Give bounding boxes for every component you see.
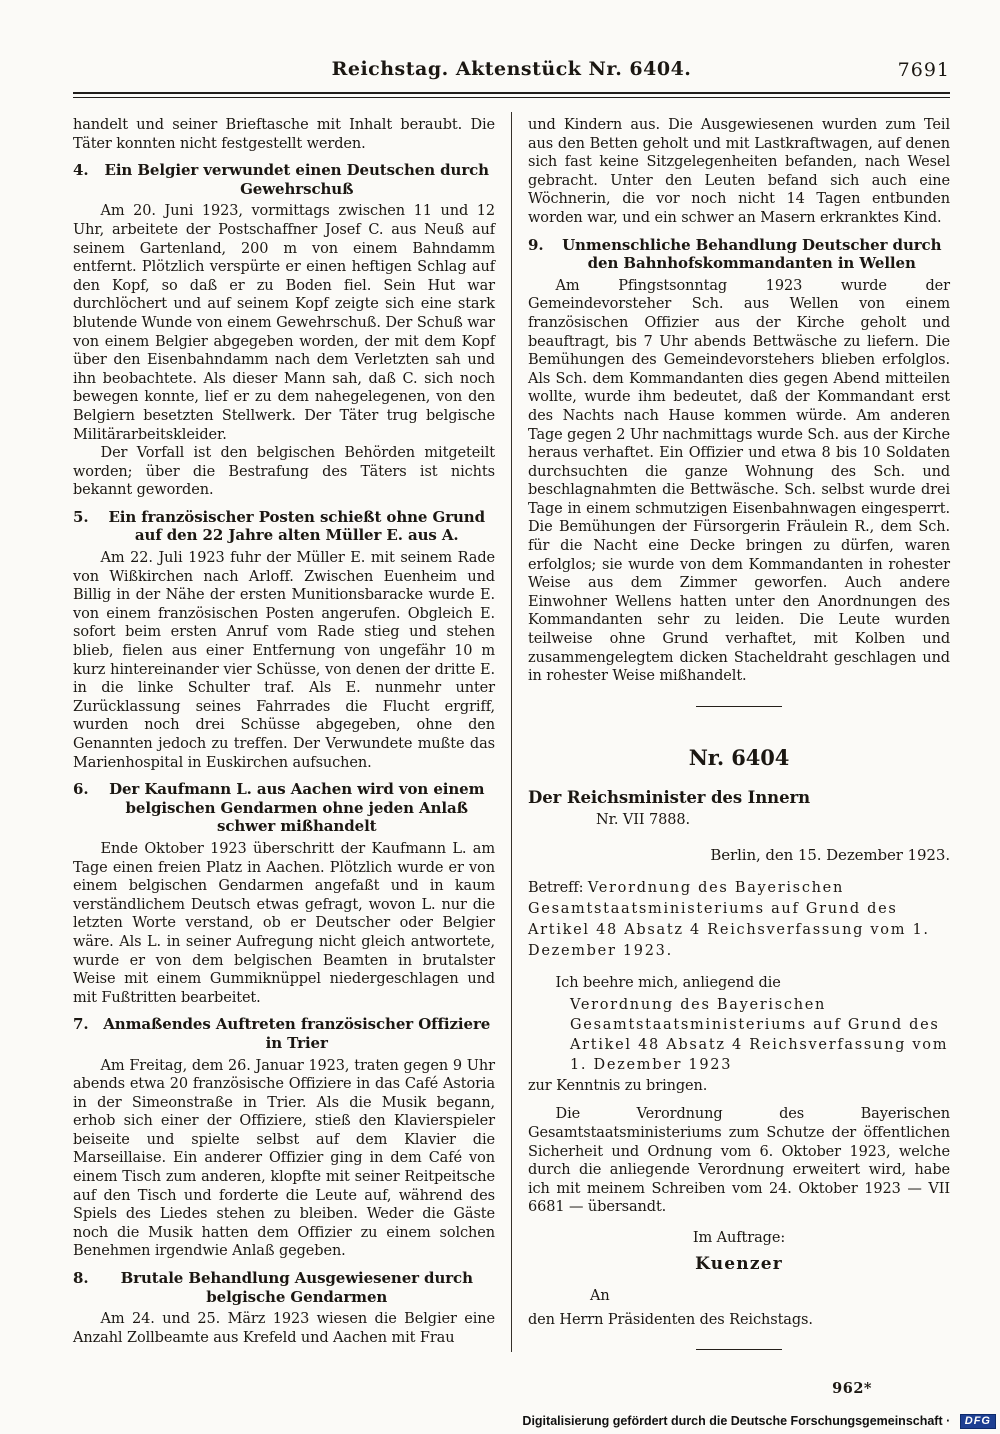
- sender-line: Der Reichsminister des Innern: [528, 788, 810, 808]
- paragraph: handelt und seiner Brieftasche mit Inhalt beraubt. Die Täter konnten nicht festgestellt werden.: [73, 117, 495, 152]
- right-column: [528, 116, 950, 1399]
- paragraph: Am Pfingstsonntag 1923 wurde der Gemeindevorsteher Sch. aus Wellen von einem französischen Offizier aus der Kirche geholt und beauftragt, bis 7 Uhr abends Bettwäsche zu liefern. Die Bemühungen des Gemeindevorstehers blieben erfolglos. Als Sch. dem Kommandanten dies gegen Abend mitteilen wollte, wurde ihm bedeutet, daß der Kommandant erst des Nachts nach Hause kommen würde. Am anderen Tage gegen 2 Uhr nachmittags wurde Sch. aus der Kirche heraus verhaftet. Ein Offizier und etwa 8 bis 10 Soldaten durchsuchten die ganze Wohnung des Sch. und beschlagnahmten die Bettwäsche. Sch. selbst wurde drei Tage in einem schmutzigen Eisenbahnwagen eingesperrt. Die Bemühungen der Fürsorgerin Fräulein R., dem Sch. für die Nacht eine Decke bringen zu dürfen, waren erfolglos; sie wurde von dem Kommandanten in rohester Weise aus dem Zimmer geworfen. Auch andere Einwohner Wellens hatten unter den Anordnungen des Kommandanten sehr zu leiden. Die Leute wurden teilweise ohne Grund verhaftet, mit Kolben und zusammengelegtem dicken Stacheldraht geschlagen und in rohester Weise mißhandelt.: [528, 277, 950, 685]
- subject-text: Verordnung des Bayerischen Gesamtstaatsministeriums auf Grund des Artikel 48 Absatz 4 Reichsverfassung vom 1. Dezember 1923.: [528, 880, 930, 960]
- section-title: Ein französischer Posten schießt ohne Grund auf den 22 Jahre alten Müller E. aus A.: [108, 507, 486, 545]
- column-divider: [511, 112, 512, 1352]
- signature-name: Kuenzer: [695, 1253, 783, 1274]
- page-number: 7691: [897, 59, 950, 81]
- section-title: Unmenschliche Behandlung Deutscher durch den Bahnhofskommandanten in Wellen: [562, 235, 942, 273]
- subject-block: [528, 878, 950, 962]
- section-number: 7.: [73, 1015, 89, 1034]
- addressee: den Herrn Präsidenten des Reichstags.: [528, 1311, 813, 1328]
- section-heading: [73, 1269, 495, 1306]
- printer-mark: 962*: [832, 1380, 872, 1398]
- document-number-heading: Nr. 6404: [688, 744, 790, 770]
- section-title: Anmaßendes Auftreten französischer Offiziere in Trier: [103, 1015, 491, 1052]
- section-number: 5.: [73, 507, 89, 526]
- signature-intro: Im Auftrage:: [692, 1229, 786, 1246]
- section-heading: [73, 780, 495, 836]
- section-heading: [73, 508, 495, 545]
- digitization-credit: Digitalisierung gefördert durch die Deutsche Forschungsgemeinschaft ·: [522, 1413, 951, 1428]
- paragraph: Ich beehre mich, anliegend die: [555, 975, 781, 992]
- paragraph: Am 22. Juli 1923 fuhr der Müller E. mit seinem Rade von Wißkirchen nach Arloff. Zwischen Euenheim und Billig in der Nähe der ersten Munitionsbaracke wurde E. von einem französischen Posten angerufen. Obgleich E. sofort beim ersten Anruf vom Rade stieg und stehen blieb, fielen aus einer Entfernung von ungefähr 10 m kurz hintereinander vier Schüsse, von denen der dritte E. in die linke Schulter traf. Als E. nunmehr unter Zurücklassung seines Fahrrades die Flucht ergriff, wurden noch drei Schüsse abgegeben, ohne den Genannten jedoch zu treffen. Der Verwundete mußte das Marienhospital in Euskirchen aufsuchen.: [73, 550, 495, 771]
- section-heading: [528, 236, 950, 273]
- quoted-regulation: Verordnung des Bayerischen Gesamtstaatsministeriums auf Grund des Artikel 48 Absatz 4 Reichsverfassung vom 1. Dezember 1923: [570, 996, 949, 1073]
- section-heading: [73, 161, 495, 198]
- dateline: Berlin, den 15. Dezember 1923.: [710, 845, 950, 864]
- section-title: Der Kaufmann L. aus Aachen wird von einem belgischen Gendarmen ohne jeden Anlaß schwer mißhandelt: [109, 780, 485, 836]
- dfg-logo: DFG: [960, 1414, 996, 1429]
- left-column: [73, 116, 495, 1347]
- section-number: 6.: [73, 780, 89, 799]
- paragraph: zur Kenntnis zu bringen.: [528, 1077, 708, 1094]
- section-title: Ein Belgier verwundet einen Deutschen durch Gewehrschuß: [104, 161, 489, 198]
- paragraph: Die Verordnung des Bayerischen Gesamtstaatsministeriums zum Schutze der öffentlichen Sicherheit und Ordnung vom 6. Oktober 1923, welche durch die anliegende Verordnung erweitert wird, habe ich mit meinem Schreiben vom 24. Oktober 1923 — VII 6681 — übersandt.: [528, 1106, 950, 1216]
- section-title: Brutale Behandlung Ausgewiesener durch belgische Gendarmen: [120, 1269, 473, 1306]
- paragraph: Am Freitag, dem 26. Januar 1923, traten gegen 9 Uhr abends etwa 20 französische Offiziere in das Café Astoria in der Simeonstraße in Trier. Als die Musik begann, erhob sich einer der Offiziere, stieß den Klavierspieler beiseite und spielte selbst auf dem Klavier die Marseillaise. Ein anderer Offizier ging in dem Café von einem Tisch zum anderen, klopfte mit seiner Reitpeitsche auf den Tisch und forderte die Leute auf, während des Spiels des Liedes stehen zu bleiben. Weder die Gäste noch die Musik hatten dem Offizier zu einem solchen Benehmen irgendwie Anlaß gegeben.: [73, 1057, 495, 1260]
- paragraph: Ende Oktober 1923 überschritt der Kaufmann L. am Tage einen freien Platz in Aachen. Plötzlich wurde er von einem belgischen Gendarmen angefaßt und in kaum verständlichem Deutsch etwas gefragt, wovon L. nur die letzten Worte verstand, ob er Deutscher oder Belgier wäre. Als L. in seiner Aufregung nicht gleich antwortete, wurde er von dem belgischen Beamten in brutalster Weise mit einem Gummiknüppel niedergeschlagen und mit Fußtritten bearbeitet.: [73, 840, 495, 1006]
- section-divider-rule: [696, 706, 782, 707]
- section-number: 8.: [73, 1269, 89, 1288]
- running-head: [73, 58, 950, 92]
- section-heading: [73, 1015, 495, 1052]
- paragraph: Am 20. Juni 1923, vormittags zwischen 11 und 12 Uhr, arbeitete der Postschaffner Josef C. aus Neuß auf seinem Gartenland, 200 m von einem Bahndamm entfernt. Plötzlich verspürte er einen heftigen Schlag auf den Kopf, so daß er zu Boden fiel. Sein Hut war durchlöchert und auf seinem Kopf zeigte sich eine stark blutende Wunde von einem Gewehrschuß. Der Schuß war von einem Belgier abgegeben worden, der mit dem Kopf über den Eisenbahndamm nach dem Verletzten sah und ihn beobachtete. Als dieser Mann sah, daß C. sich noch bewegen konnte, lief er zu dem nahegelegenen, von den Belgiern besetzten Stellwerk. Der Täter trug belgische Militärarbeitskleider.: [73, 203, 495, 443]
- addressee-prefix: An: [590, 1288, 610, 1305]
- paragraph: Am 24. und 25. März 1923 wiesen die Belgier eine Anzahl Zollbeamte aus Krefeld und Aachen mit Frau: [73, 1311, 495, 1346]
- subject-label: Betreff:: [528, 880, 584, 897]
- paragraph: Der Vorfall ist den belgischen Behörden mitgeteilt worden; über die Bestrafung des Täters ist nichts bekannt geworden.: [73, 445, 495, 499]
- header-double-rule: [73, 92, 950, 98]
- closing-rule: [696, 1349, 782, 1350]
- section-number: 4.: [73, 161, 89, 180]
- digitization-footer: [0, 1414, 996, 1429]
- running-title: Reichstag. Aktenstück Nr. 6404.: [331, 58, 692, 80]
- section-number: 9.: [528, 235, 544, 254]
- paragraph: und Kindern aus. Die Ausgewiesenen wurden zum Teil aus den Betten geholt und mit Lastkraftwagen, auf denen sich fast keine Sitzgelegenheiten befanden, nach Wesel gebracht. Unter den Leuten befand sich auch eine Wöchnerin, die vor noch nicht 14 Tagen entbunden worden war, und ein schwer an Masern erkranktes Kind.: [528, 117, 950, 226]
- reference-number: Nr. VII 7888.: [596, 812, 690, 828]
